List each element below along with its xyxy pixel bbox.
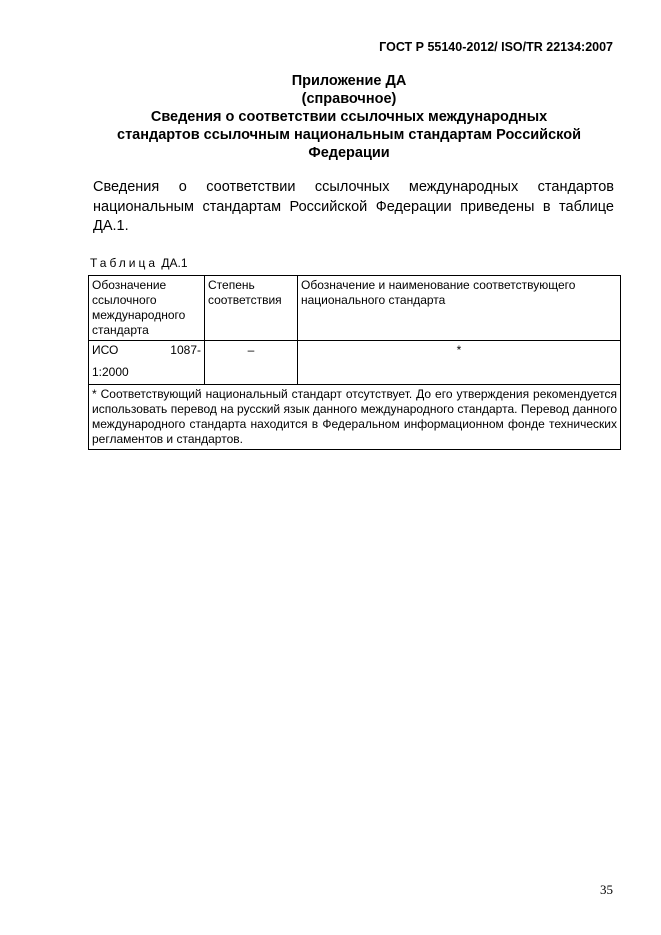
annex-title: Приложение ДА [291, 73, 407, 89]
intl-standard-id [92, 343, 201, 358]
annex-subtitle-line-1: Сведения о соответствии ссылочных международных [150, 109, 548, 125]
table-header-row [89, 276, 621, 341]
intl-standard-prefix: ИСО [92, 343, 119, 357]
intl-standard-year: 1:2000 [92, 365, 129, 379]
table-footnote: * Соответствующий национальный стандарт отсутствует. До его утверждения рекомендуется использовать перевод на русский язык данного международного стандарта. Перевод данного международного стандарта находится в Федеральном информационном фонде технических регламентов и стандартов. [89, 385, 621, 450]
intl-standard-number: 1087- [170, 343, 201, 357]
table-row [89, 341, 621, 385]
table-caption [90, 256, 188, 270]
header-national-standard: Обозначение и наименование соответствующего национального стандарта [298, 276, 621, 341]
annex-subtitle-line-2: стандартов ссылочным национальным стандартам Российской [117, 127, 581, 143]
page-number: 35 [600, 882, 613, 897]
intro-paragraph: Сведения о соответствии ссылочных международных стандартов национальным стандартам Российской Федерации приведены в таблице ДА.1. [93, 179, 614, 234]
cell-degree: – [205, 341, 298, 385]
annex-subtitle-line-3: Федерации [308, 145, 390, 161]
table-footnote-row [89, 385, 621, 450]
table-caption-word: Таблица [90, 256, 159, 270]
reference-table [88, 275, 621, 450]
annex-kind: (справочное) [301, 91, 397, 107]
header-intl-standard: Обозначение ссылочного международного стандарта [89, 276, 205, 341]
cell-intl-standard [89, 341, 205, 385]
header-degree: Степень соответствия [205, 276, 298, 341]
annex-heading [60, 72, 638, 162]
document-code: ГОСТ Р 55140-2012/ ISO/TR 22134:2007 [379, 40, 613, 54]
cell-national-standard: * [298, 341, 621, 385]
table-caption-number: ДА.1 [161, 256, 188, 270]
